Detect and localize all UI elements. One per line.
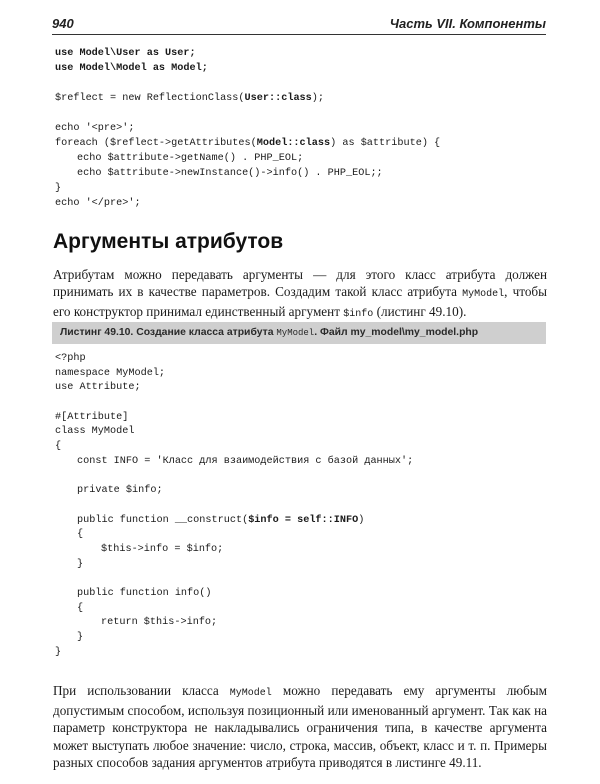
code-line: echo $attribute->getName() . PHP_EOL;	[77, 153, 304, 164]
code-line: echo '</pre>';	[55, 198, 141, 209]
code-line-blank	[55, 572, 413, 587]
code-line: foreach ($reflect->getAttributes(Model::class) as $attribute) {	[55, 138, 441, 149]
code-line: #[Attribute]	[55, 411, 129, 423]
listing-caption: Листинг 49.10. Создание класса атрибута MyModel. Файл my_model\my_model.php	[52, 322, 546, 344]
code-line: echo '<pre>';	[55, 123, 135, 134]
code-line: $this->info = $info;	[101, 543, 224, 555]
code-line: {	[55, 441, 62, 453]
code-line: }	[77, 558, 84, 570]
code-line-blank	[55, 76, 440, 91]
section-title: Аргументы атрибутов	[53, 230, 284, 253]
code-line: private $info;	[77, 485, 163, 497]
code-line: use Model\User as User;	[55, 48, 196, 59]
code-line: {	[77, 602, 84, 614]
page-number: 940	[52, 16, 74, 31]
code-line-blank	[55, 470, 413, 485]
code-line: }	[55, 183, 62, 194]
paragraph-usage: При использовании класса MyModel можно передавать ему аргументы любым допустимым способом, используя позиционный или именованный аргумент. Так как на параметр конструктора не накладывались ограничения типа, в качестве аргумента может выступать любое значение: число, строка, массив, объект, класс и т. п. Примеры разных способов задания аргументов атрибута приводятся в листинге 49.11.	[53, 683, 547, 770]
code-line: echo $attribute->newInstance()->info() . PHP_EOL;;	[77, 168, 383, 179]
code-line: namespace MyModel;	[55, 367, 166, 379]
code-line: public function __construct($info = self::INFO)	[77, 514, 365, 526]
code-line: use Attribute;	[55, 382, 141, 394]
code-line: {	[77, 529, 84, 541]
code-line: public function info()	[77, 588, 212, 599]
code-line: $reflect = new ReflectionClass(User::class);	[55, 93, 325, 104]
code-line: }	[77, 632, 84, 644]
code-line: class MyModel	[55, 426, 135, 438]
code-line: use Model\Model as Model;	[55, 63, 208, 74]
code-line: const INFO = 'Класс для взаимодействия с базой данных';	[77, 455, 414, 467]
code-line-blank	[55, 499, 413, 514]
code-block-listing	[55, 352, 413, 660]
code-line: return $this->info;	[101, 617, 218, 629]
code-block-reflection	[55, 46, 440, 211]
code-line: <?php	[55, 353, 86, 364]
code-line: }	[55, 646, 62, 658]
paragraph-intro: Атрибутам можно передавать аргументы — для этого класс атрибута должен принимать их в качестве параметров. Создадим такой класс атрибута MyModel, чтобы его конструктор принимал единственный аргумент $info (листинг 49.10).	[53, 267, 547, 321]
code-line-blank	[55, 106, 440, 121]
page-header	[52, 16, 546, 35]
code-line-blank	[55, 396, 413, 411]
part-title: Часть VII. Компоненты	[389, 16, 546, 31]
